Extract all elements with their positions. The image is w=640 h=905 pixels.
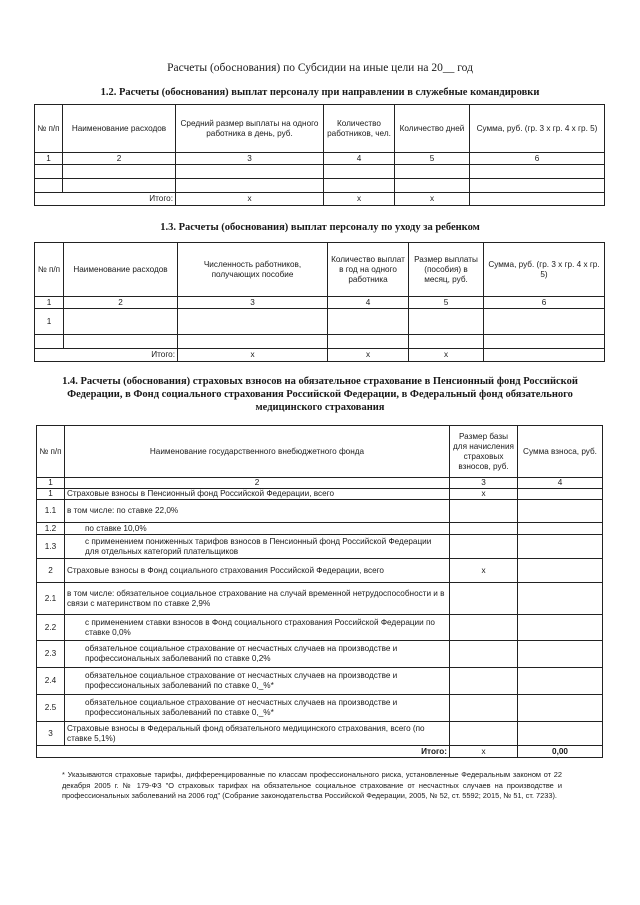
table-row: [37, 559, 603, 583]
travel-expenses-table: [34, 104, 605, 206]
base-cell: [450, 695, 518, 722]
header-cell: Наименование расходов: [64, 243, 178, 297]
childcare-payments-table: [34, 242, 605, 362]
table-row: [35, 179, 605, 193]
row-number: 3: [37, 722, 65, 746]
table-header-row: [35, 105, 605, 153]
column-number: 5: [395, 153, 470, 165]
amount-cell: [518, 641, 603, 668]
amount-cell: [518, 695, 603, 722]
column-number: 2: [63, 153, 176, 165]
header-cell: Количество дней: [395, 105, 470, 153]
row-number: 1.2: [37, 523, 65, 535]
column-number: 6: [470, 153, 605, 165]
base-cell: [450, 535, 518, 559]
fund-name: в том числе: по ставке 22,0%: [65, 500, 450, 523]
table-row: [37, 695, 603, 722]
header-cell: Размер базы для начисления страховых взносов, руб.: [450, 426, 518, 478]
row-number: 1.3: [37, 535, 65, 559]
total-label: Итого:: [63, 193, 176, 206]
amount-cell: [518, 668, 603, 695]
fund-name: обязательное социальное страхование от несчастных случаев на производстве и профессиональных заболеваний по ставке 0,_%*: [65, 668, 450, 695]
column-number: 5: [409, 297, 484, 309]
row-number: 2.2: [37, 615, 65, 641]
header-cell: № п/п: [35, 243, 64, 297]
page-title: Расчеты (обоснования) по Субсидии на иные цели на 20__ год: [167, 62, 473, 74]
fund-name: обязательное социальное страхование от несчастных случаев на производстве и профессиональных заболеваний по ставке 0,_%*: [65, 695, 450, 722]
amount-cell: [518, 583, 603, 615]
column-number: 2: [65, 478, 450, 489]
column-number: 1: [35, 153, 63, 165]
table-row: [35, 335, 605, 349]
amount-cell: [518, 722, 603, 746]
base-cell: [450, 523, 518, 535]
total-cell: х: [409, 349, 484, 362]
fund-name: в том числе: обязательное социальное страхование на случай временной нетрудоспособности и в связи с материнством по ставке 2,9%: [65, 583, 450, 615]
column-number: 6: [484, 297, 605, 309]
row-number: 1.1: [37, 500, 65, 523]
header-cell: Количество выплат в год на одного работника: [328, 243, 409, 297]
header-cell: Размер выплаты (пособия) в месяц, руб.: [409, 243, 484, 297]
header-cell: Сумма взноса, руб.: [518, 426, 603, 478]
table-row: [37, 583, 603, 615]
row-number: 2.5: [37, 695, 65, 722]
total-cell: х: [450, 746, 518, 758]
amount-cell: [518, 559, 603, 583]
column-number: 2: [64, 297, 178, 309]
row-number: 1: [37, 489, 65, 500]
total-cell: х: [395, 193, 470, 206]
base-cell: [450, 668, 518, 695]
total-row: [37, 746, 603, 758]
base-cell: [450, 583, 518, 615]
base-cell: [450, 641, 518, 668]
table-row: [35, 309, 605, 335]
base-cell: [450, 615, 518, 641]
base-cell: [450, 500, 518, 523]
row-number: 2.4: [37, 668, 65, 695]
header-cell: Наименование государственного внебюджетного фонда: [65, 426, 450, 478]
table-row: [37, 489, 603, 500]
column-number: 4: [324, 153, 395, 165]
amount-cell: [518, 615, 603, 641]
column-number: 3: [178, 297, 328, 309]
fund-name: обязательное социальное страхование от несчастных случаев на производстве и профессиональных заболеваний по ставке 0,2%: [65, 641, 450, 668]
table-row: [37, 500, 603, 523]
table-row: [37, 722, 603, 746]
total-cell: [470, 193, 605, 206]
total-cell: х: [324, 193, 395, 206]
row-number: 2.1: [37, 583, 65, 615]
total-amount: 0,00: [518, 746, 603, 758]
header-cell: № п/п: [35, 105, 63, 153]
column-number: 3: [176, 153, 324, 165]
fund-name: с применением ставки взносов в Фонд социального страхования Российской Федерации по ставке 0,0%: [65, 615, 450, 641]
table-row: [35, 165, 605, 179]
table-row: [37, 668, 603, 695]
column-number-row: [35, 297, 605, 309]
total-cell: х: [328, 349, 409, 362]
base-cell: [450, 722, 518, 746]
insurance-contributions-table: [36, 425, 603, 758]
row-number: 1: [35, 309, 64, 335]
header-cell: Наименование расходов: [63, 105, 176, 153]
header-cell: № п/п: [37, 426, 65, 478]
base-cell: х: [450, 489, 518, 500]
total-label: Итого:: [64, 349, 178, 362]
header-cell: Средний размер выплаты на одного работника в день, руб.: [176, 105, 324, 153]
column-number-row: [35, 153, 605, 165]
fund-name: с применением пониженных тарифов взносов в Пенсионный фонд Российской Федерации для отдельных категорий плательщиков: [65, 535, 450, 559]
table-row: [37, 615, 603, 641]
header-cell: Численность работников, получающих пособие: [178, 243, 328, 297]
fund-name: Страховые взносы в Пенсионный фонд Российской Федерации, всего: [65, 489, 450, 500]
column-number: 1: [37, 478, 65, 489]
table-header-row: [35, 243, 605, 297]
column-number: 4: [328, 297, 409, 309]
amount-cell: [518, 535, 603, 559]
table-row: [37, 523, 603, 535]
fund-name: Страховые взносы в Федеральный фонд обязательного медицинского страхования, всего (по ставке 5,1%): [65, 722, 450, 746]
fund-name: Страховые взносы в Фонд социального страхования Российской Федерации, всего: [65, 559, 450, 583]
table-header-row: [37, 426, 603, 478]
section-1-4-heading: 1.4. Расчеты (обоснования) страховых взносов на обязательное страхование в Пенсионный фонд Российской Федерации, в Фонд социального страхования Российской Федерации, в Федеральный фонд обязательного медицинского страхования: [62, 376, 578, 413]
total-row: [35, 349, 605, 362]
header-cell: Сумма, руб. (гр. 3 х гр. 4 х гр. 5): [484, 243, 605, 297]
row-number: 2: [37, 559, 65, 583]
total-cell: [484, 349, 605, 362]
header-cell: Количество работников, чел.: [324, 105, 395, 153]
fund-name: по ставке 10,0%: [65, 523, 450, 535]
column-number: 1: [35, 297, 64, 309]
amount-cell: [518, 500, 603, 523]
total-label: Итого:: [65, 746, 450, 758]
column-number: 4: [518, 478, 603, 489]
section-1-2-heading: 1.2. Расчеты (обоснования) выплат персоналу при направлении в служебные командировки: [100, 87, 540, 98]
base-cell: х: [450, 559, 518, 583]
column-number: 3: [450, 478, 518, 489]
table-row: [37, 641, 603, 668]
total-cell: х: [178, 349, 328, 362]
header-cell: Сумма, руб. (гр. 3 х гр. 4 х гр. 5): [470, 105, 605, 153]
total-cell: х: [176, 193, 324, 206]
amount-cell: [518, 523, 603, 535]
row-number: 2.3: [37, 641, 65, 668]
footnote: * Указываются страховые тарифы, дифференцированные по классам профессионального риска, установленные Федеральным законом от 22 декабря 2005 г. № 179-ФЗ "О страховых тарифах на обязательное социальное страхование от несчастных случаев на производстве и профессиональных заболеваний на 2006 год" (Собрание законодательства Российской Федерации, 2005, № 52, ст. 5592; 2015, № 51, ст. 7233).: [62, 770, 562, 800]
amount-cell: [518, 489, 603, 500]
total-row: [35, 193, 605, 206]
section-1-3-heading: 1.3. Расчеты (обоснования) выплат персоналу по уходу за ребенком: [160, 222, 480, 233]
column-number-row: [37, 478, 603, 489]
table-row: [37, 535, 603, 559]
